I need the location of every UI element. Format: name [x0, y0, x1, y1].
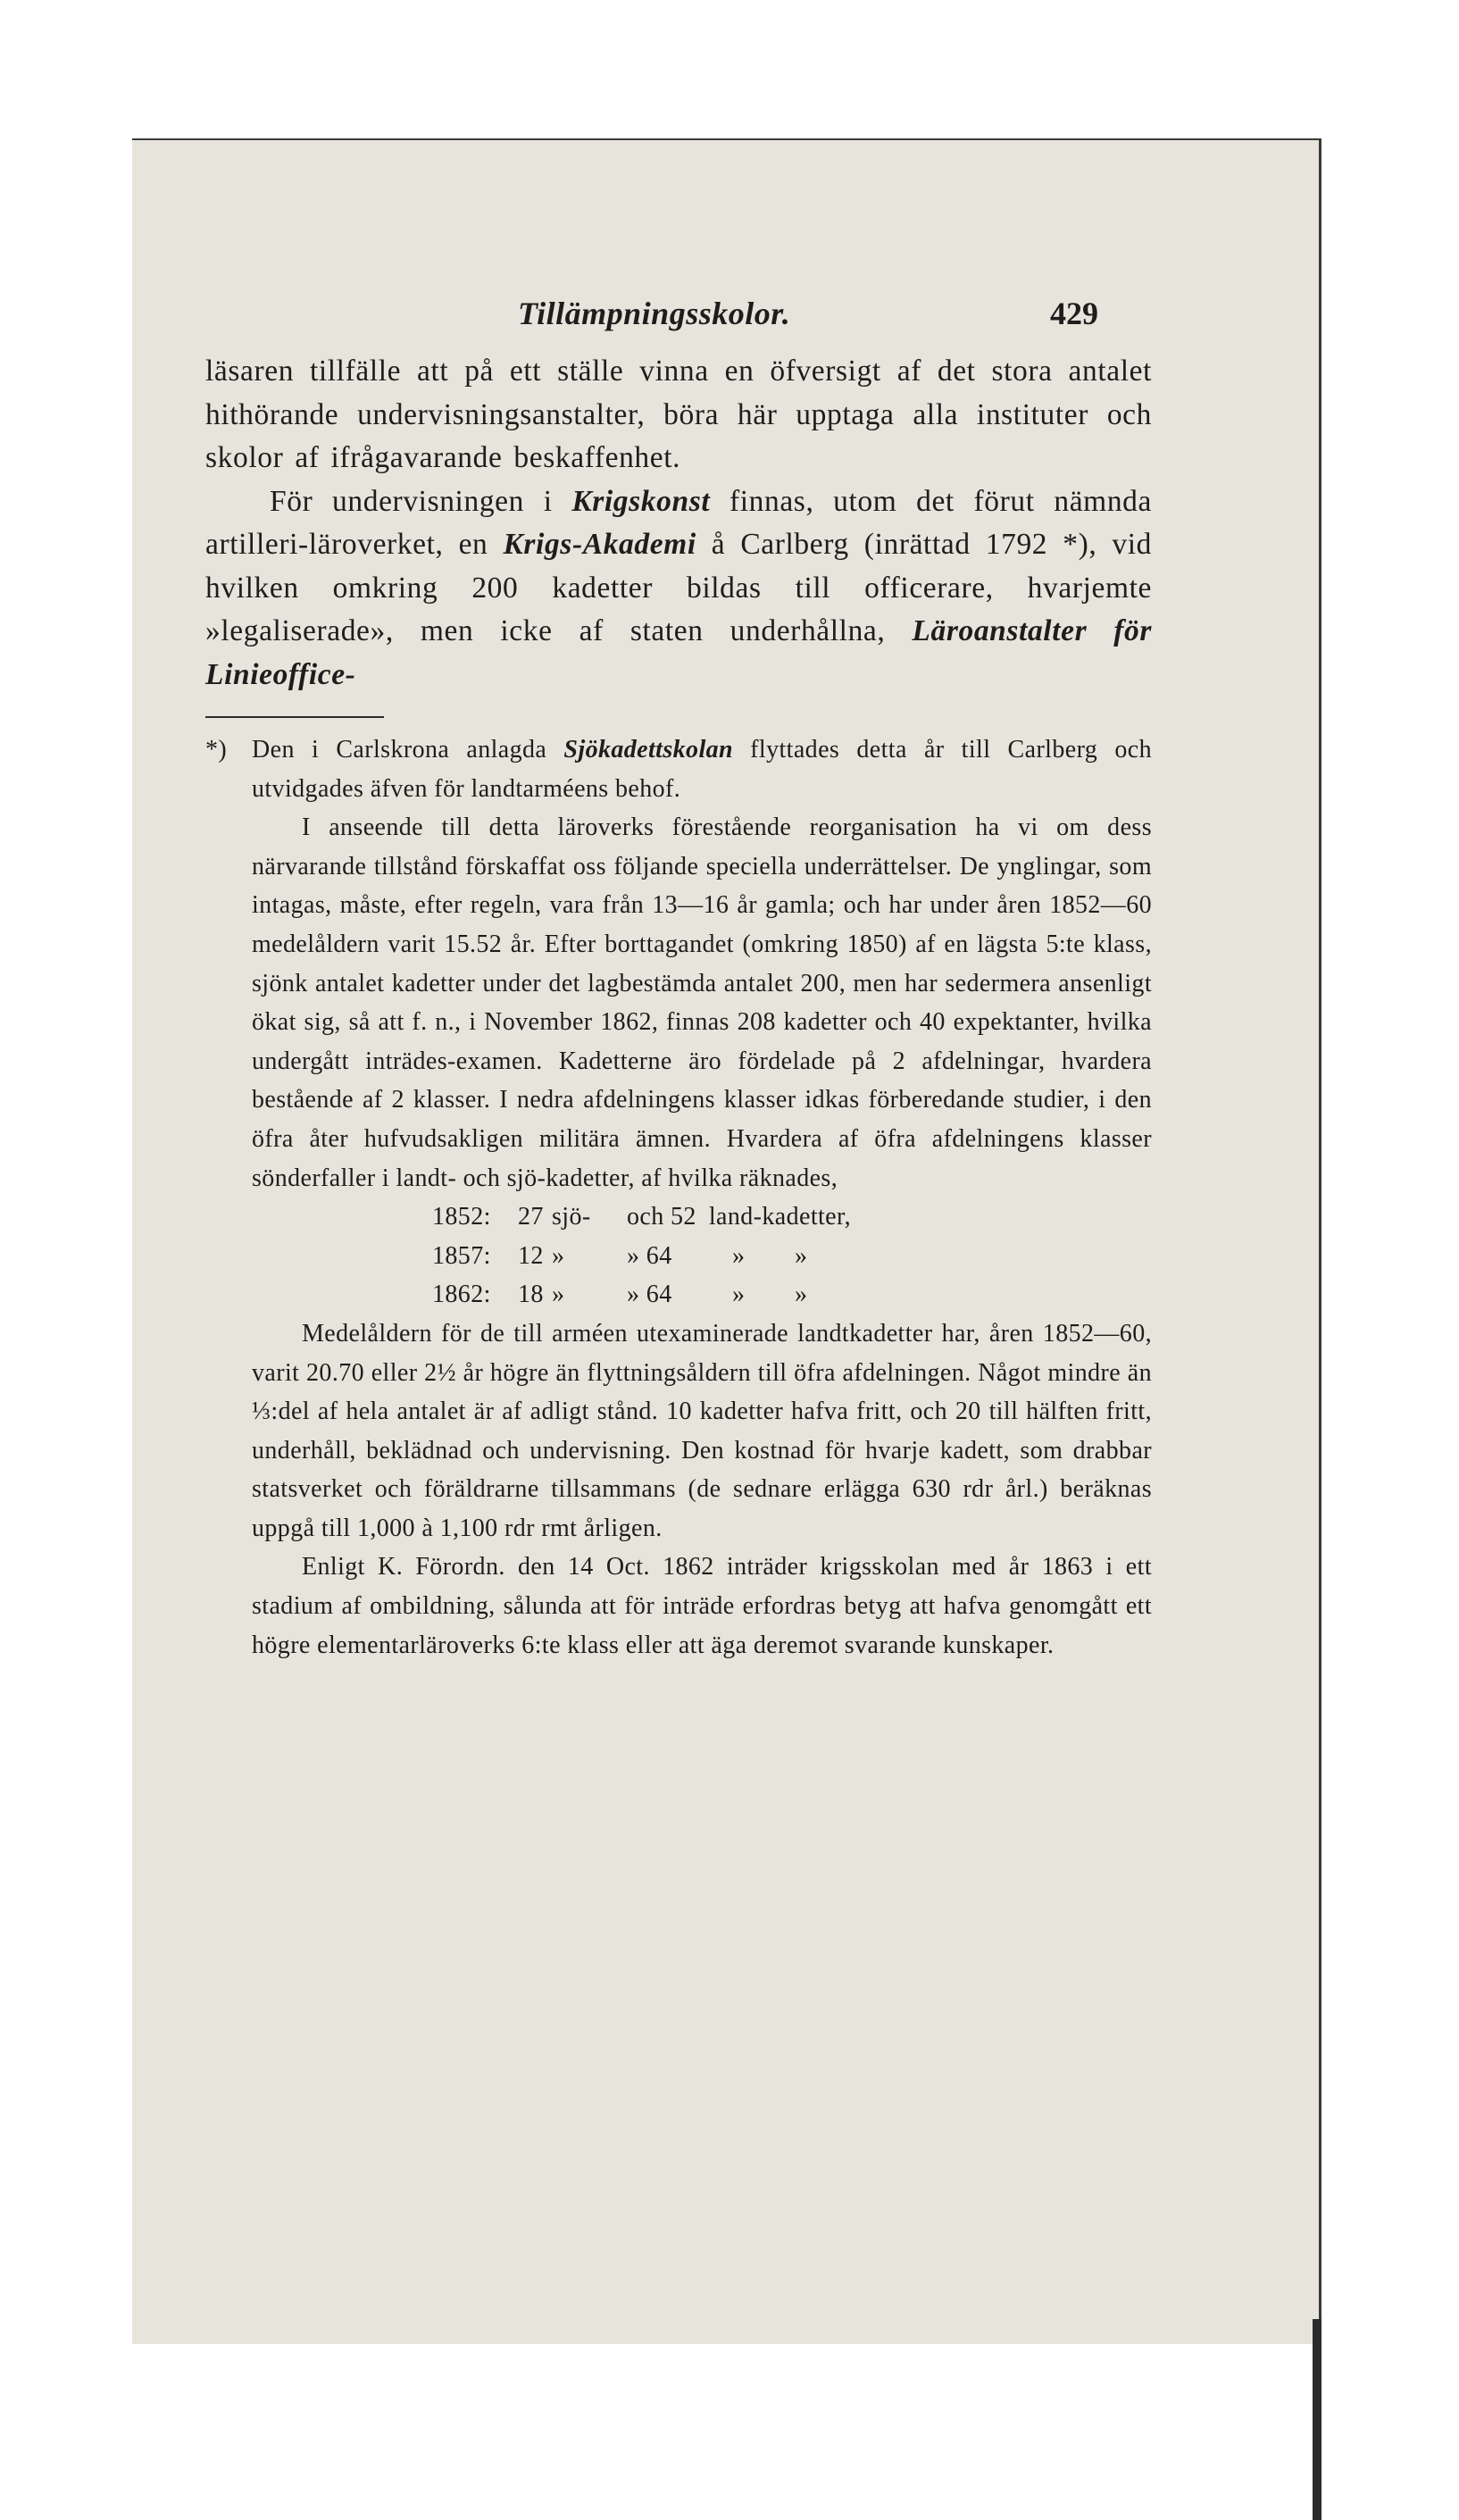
stat-text: »: [552, 1281, 565, 1309]
book-page: [132, 138, 1321, 2344]
footnote-mark: *): [205, 736, 228, 764]
page-content: [205, 288, 1152, 1665]
stat-text: sjö-: [552, 1203, 591, 1231]
stat-value: och 52: [627, 1203, 696, 1231]
stat-row: [432, 1197, 1152, 1237]
stat-text: land-kadetter,: [708, 1203, 852, 1231]
paragraph: läsaren tillfälle att på ett ställe vinna en öfversigt af det stora antalet hithörande undervisningsanstalter, böra här upptaga alla instituter och skolor af ifrågavarande beskaffenhet.: [205, 355, 1152, 474]
stat-row: [432, 1275, 1152, 1314]
page-number: 429: [1050, 296, 1098, 331]
page-edge-shadow: [1313, 2319, 1321, 2520]
stat-value: 27: [518, 1203, 544, 1231]
stat-text: »: [732, 1281, 746, 1309]
cadet-statistics: [205, 1197, 1152, 1314]
emphasis: Läroanstalter för Linieoffice-: [205, 614, 1152, 691]
text-run: flyttades detta år till Carlberg och utvidgades äfven för landtarméens behof.: [252, 736, 1152, 803]
stat-text: »: [795, 1281, 808, 1309]
footnote-paragraph: I anseende till detta läroverks förestående reorganisation ha vi om dess närvarande tillstånd förskaffat oss följande speciella underrättelser. De ynglingar, som intagas, måste, efter regeln, vara från 13—16 år gamla; och har under åren 1852—60 medelåldern varit 15.52 år. Efter borttagandet (omkring 1850) af en lägsta 5:te klass, sjönk antalet kadetter under det lagbestämda antalet 200, men har sedermera ansenligt ökat sig, så att f. n., i November 1862, finnas 208 kadetter och 40 expektanter, hvilka undergått inträdes-examen. Kadetterne äro fördelade på 2 afdelningar, hvardera bestående af 2 klasser. I nedra afdelningens klasser idkas förberedande studier, i den öfra åter hufvudsakligen militära ämnen. Hvardera af öfra afdelningens klasser sönderfaller i landt- och sjö-kadetter, af hvilka räknades,: [252, 814, 1152, 1192]
stat-value: » 64: [627, 1281, 672, 1309]
stat-text: »: [795, 1241, 808, 1270]
stat-year: 1852:: [432, 1203, 491, 1231]
stat-year: 1857:: [432, 1241, 491, 1270]
footnote-separator: [205, 716, 384, 718]
emphasis: Krigskonst: [571, 484, 711, 518]
running-head: Tillämpningsskolor.: [518, 296, 791, 331]
main-text: [205, 350, 1152, 697]
footnote-paragraph: Enligt K. Förordn. den 14 Oct. 1862 inträder krigsskolan med år 1863 i ett stadium af ombildning, sålunda att för inträde erfordras betyg att hafva genomgått ett högre elementarläroverks 6:te klass eller att äga deremot svarande kunskaper.: [252, 1553, 1152, 1659]
text-run: För undervisningen i: [270, 484, 572, 518]
text-run: finnas, utom det förut nämnda artilleri-läroverket, en: [205, 484, 1152, 561]
emphasis: Sjökadettskolan: [563, 736, 734, 764]
footnote-paragraph: Medelåldern för de till arméen utexaminerade landtkadetter har, åren 1852—60, varit 20.70 eller 2½ år högre än flyttningsåldern till öfra afdelningen. Något mindre än ⅓:del af hela antalet är af adligt stånd. 10 kadetter hafva fritt, och 20 till hälften fritt, underhåll, beklädnad och undervisning. Den kostnad för hvarje kadett, som drabbar statsverket och föräldrarne tillsammans (de sednare erlägga 630 rdr årl.) beräknas uppgå till 1,000 à 1,100 rdr rmt årligen.: [252, 1319, 1152, 1542]
stat-value: » 64: [627, 1241, 672, 1270]
paragraph: [205, 480, 1152, 697]
page-header: [205, 288, 1152, 341]
footnote: [205, 730, 1152, 1665]
stat-year: 1862:: [432, 1281, 491, 1309]
stat-row: [432, 1237, 1152, 1276]
footnote-paragraph: [205, 730, 1152, 808]
stat-text: »: [732, 1241, 746, 1270]
stat-value: 12: [518, 1241, 544, 1270]
text-run: Den i Carlskrona anlagda: [252, 736, 564, 764]
stat-value: 18: [518, 1281, 544, 1309]
emphasis: Krigs-Akademi: [503, 528, 696, 561]
text-run: å Carlberg (inrättad 1792 *), vid hvilken omkring 200 kadetter bildas till officerare, hvarjemte »legaliserade», men icke af staten underhållna,: [205, 528, 1152, 647]
stat-text: »: [552, 1241, 565, 1270]
